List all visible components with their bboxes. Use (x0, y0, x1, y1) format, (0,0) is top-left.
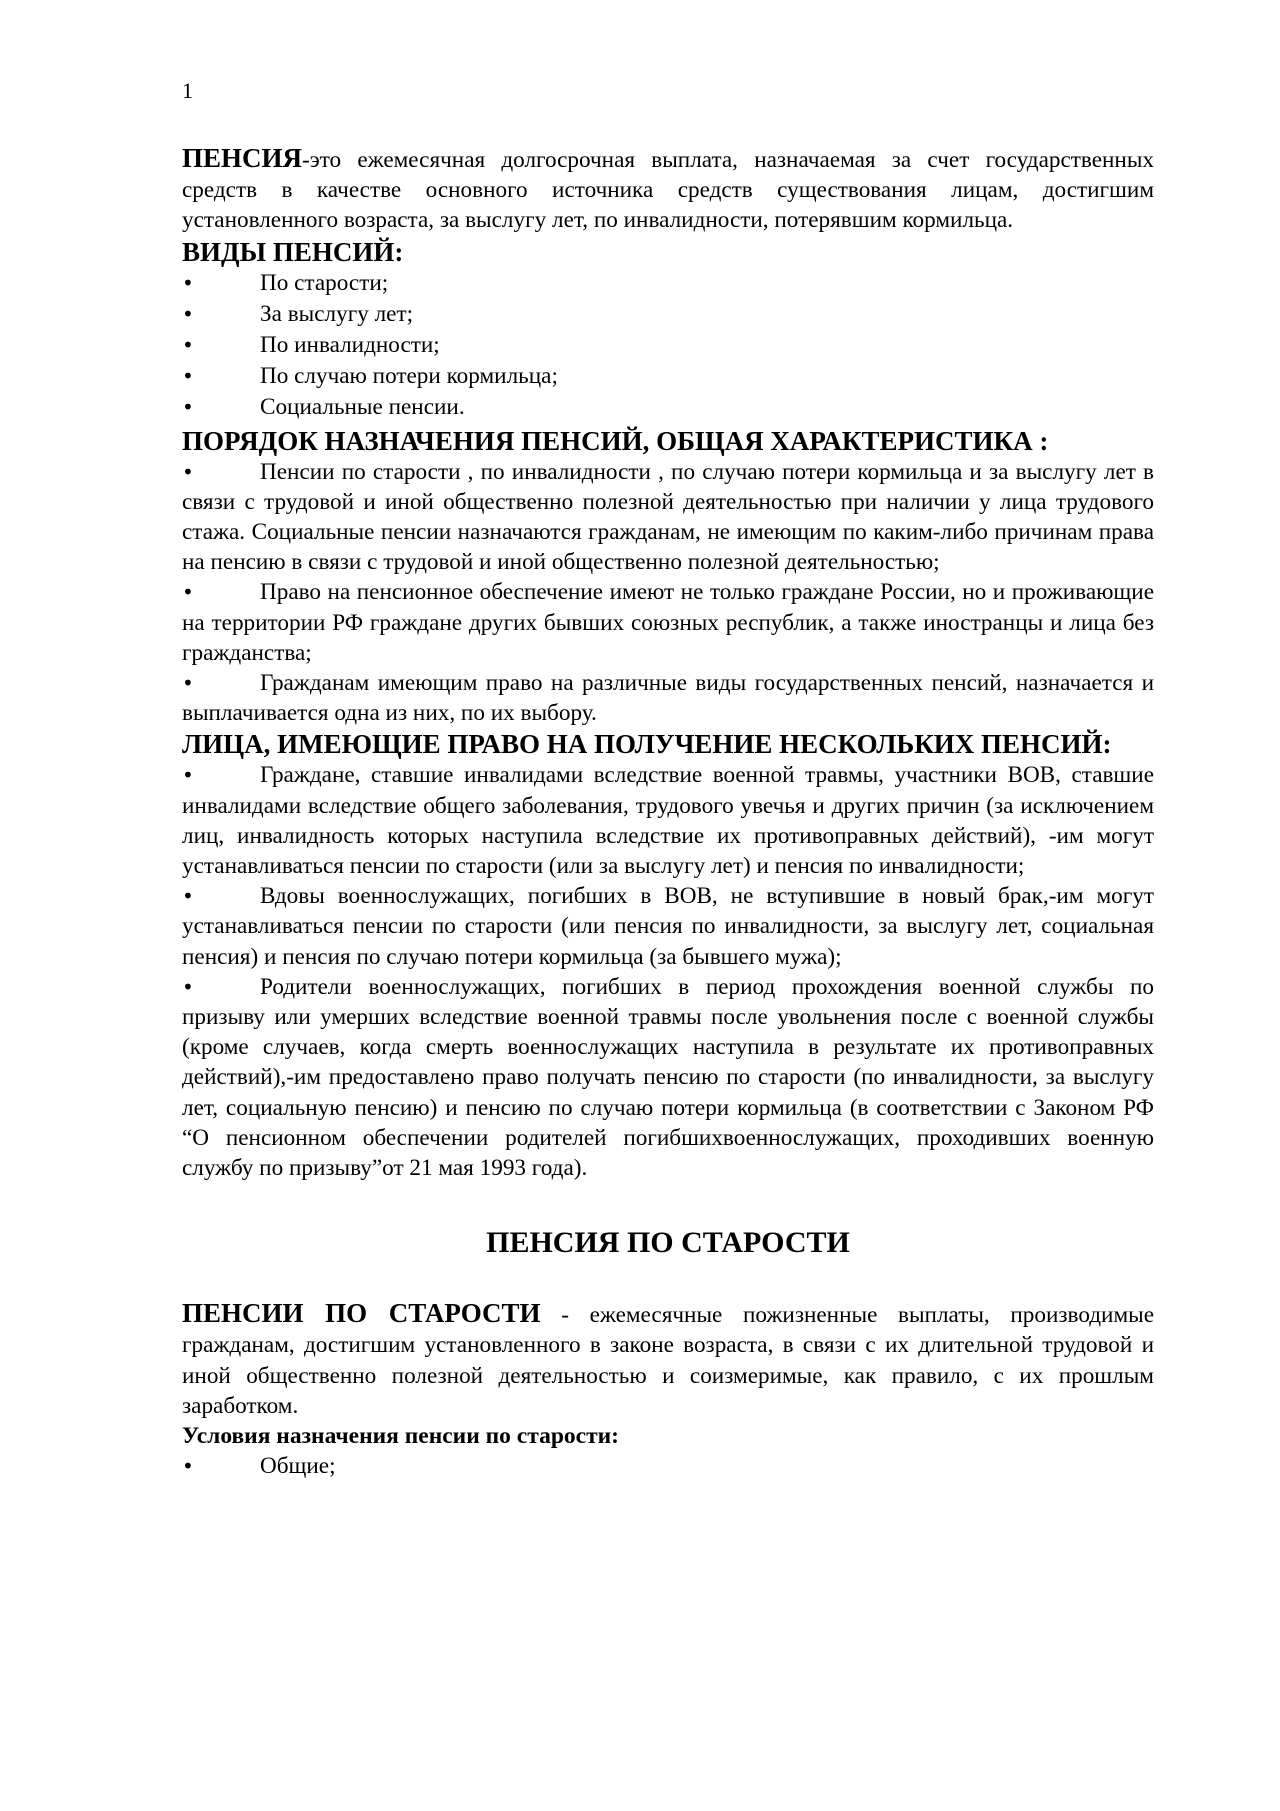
list-item: • Право на пенсионное обеспечение имеют не только граждане России, но и проживающие на территории РФ граждане других бывших союзных республик, а также иностранцы и лица без гражданства; (182, 577, 1154, 668)
list-item: • Социальные пенсии. (182, 392, 1154, 423)
old-age-text: - ежемесячные пожизненные выплаты, производимые гражданам, достигшим установленного в законе возраста, в связи с их длительной трудовой и иной общественно полезной деятельностью и соизмеримые, как правило, с их прошлым заработком. (182, 1302, 1154, 1419)
types-list (182, 268, 1154, 423)
list-item: • Гражданам имеющим право на различные виды государственных пенсий, назначается и выплачивается одна из них, по их выбору. (182, 668, 1154, 728)
old-age-definition (182, 1298, 1154, 1421)
list-item: • Пенсии по старости , по инвалидности , по случаю потери кормильца и за выслугу лет в связи с трудовой и иной общественно полезной деятельностью при наличии у лица трудового стажа. Социальные пенсии назначаются гражданам, не имеющим по каким-либо причинам права на пенсию в связи с трудовой и иной общественно полезной деятельностью; (182, 457, 1154, 578)
procedure-heading: ПОРЯДОК НАЗНАЧЕНИЯ ПЕНСИЙ, ОБЩАЯ ХАРАКТЕРИСТИКА : (182, 425, 1049, 456)
types-heading: ВИДЫ ПЕНСИЙ: (182, 236, 404, 267)
list-item: • Граждане, ставшие инвалидами вследствие военной травмы, участники ВОВ, ставшие инвалидами вследствие общего заболевания, трудового увечья и других причин (за исключением лиц, инвалидность которых наступила вследствие их противоправных действий), -им могут устанавливаться пенсии по старости (или за выслугу лет) и пенсия по инвалидности; (182, 760, 1154, 881)
list-item: • По старости; (182, 268, 1154, 299)
old-age-term: ПЕНСИИ ПО СТАРОСТИ (182, 1298, 541, 1329)
intro-text: -это ежемесячная долгосрочная выплата, назначаемая за счет государственных средств в качестве основного источника средств существования лицам, достигшим установленного возраста, за выслугу лет, по инвалидности, потерявшим кормильца. (182, 147, 1154, 234)
list-item: • По случаю потери кормильца; (182, 361, 1154, 392)
conditions-list (182, 1451, 1154, 1482)
list-item: • По инвалидности; (182, 330, 1154, 361)
page-number: 1 (182, 78, 193, 103)
section-title: ПЕНСИЯ ПО СТАРОСТИ (486, 1226, 850, 1260)
intro-paragraph (182, 143, 1154, 236)
list-item: • Вдовы военнослужащих, погибших в ВОВ, не вступившие в новый брак,-им могут устанавливаться пенсии по старости (или пенсия по инвалидности, за выслугу лет, социальная пенсия) и пенсия по случаю потери кормильца (за бывшего мужа); (182, 881, 1154, 972)
conditions-heading: Условия назначения пенсии по старости: (182, 1423, 619, 1450)
document-body (182, 0, 1154, 1482)
list-item: • Родители военнослужащих, погибших в период прохождения военной службы по призыву или умерших вследствие военной травмы после увольнения после с военной службы (кроме случаев, когда смерть военнослужащих наступила в результате их противоправных действий),-им предоставлено право получать пенсию по старости (по инвалидности, за выслугу лет, социальную пенсию) и пенсию по случаю потери кормильца (в соответствии с Законом РФ “О пенсионном обеспечении родителей погибшихвоеннослужащих, проходивших военную службу по призыву”от 21 мая 1993 года). (182, 972, 1154, 1183)
list-item: • За выслугу лет; (182, 299, 1154, 330)
intro-term: ПЕНСИЯ (182, 143, 303, 173)
multiple-pensions-heading: ЛИЦА, ИМЕЮЩИЕ ПРАВО НА ПОЛУЧЕНИЕ НЕСКОЛЬКИХ ПЕНСИЙ: (182, 729, 1112, 760)
list-item: • Общие; (182, 1451, 1154, 1482)
